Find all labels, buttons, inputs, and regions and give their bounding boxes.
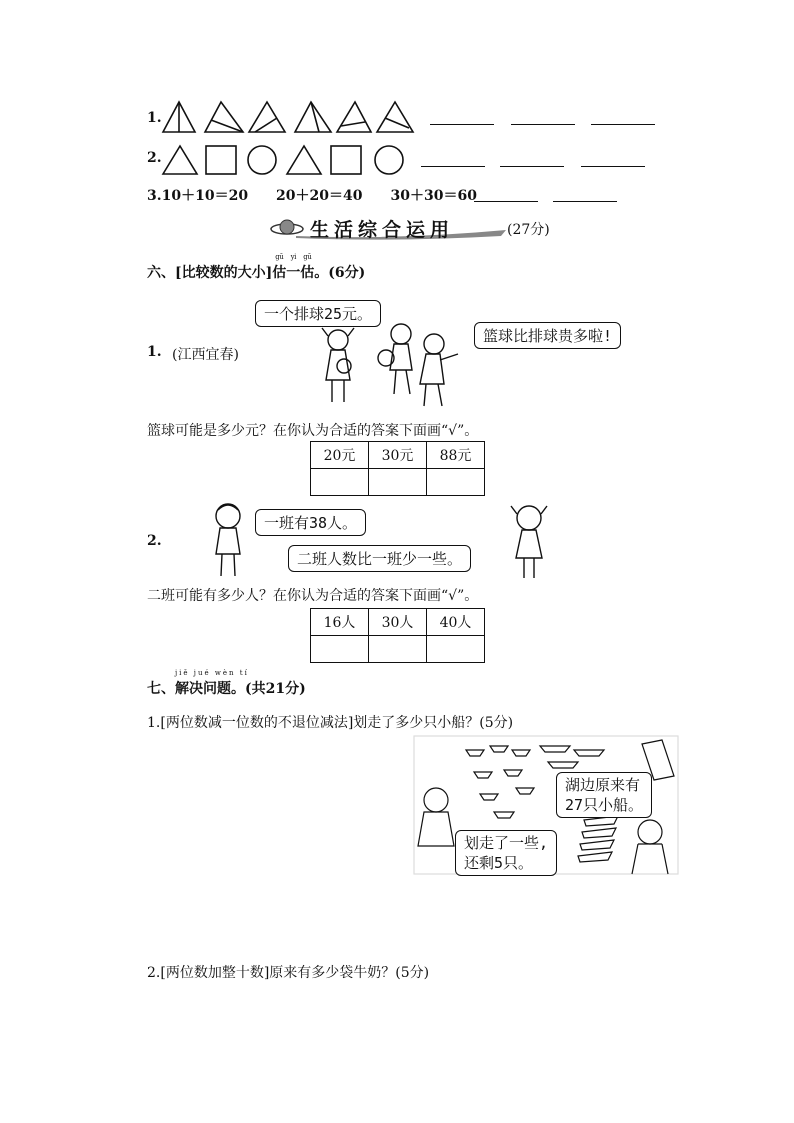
option-answer-cell[interactable] (369, 636, 427, 663)
section7-heading: 七、 jiě jué wèn tí 解决问题。(共21分) (147, 669, 306, 697)
s6-q2-options-table (310, 608, 485, 663)
answer-blank[interactable] (511, 124, 575, 125)
girl-illustration (506, 500, 552, 580)
s6-q2-question: 二班可能有多少人？在你认为合适的答案下面画“√”。 (147, 588, 479, 604)
speech-bubble-class-one: 一班有38人。 (255, 509, 366, 536)
answer-blank[interactable] (581, 166, 645, 167)
s6-q1-source: (江西宜春) (172, 347, 239, 363)
children-with-balls-illustration (316, 318, 466, 410)
option-answer-cell[interactable] (427, 469, 485, 496)
option-label: 30人 (369, 609, 427, 636)
q3-equations: 3.10＋10＝20 20＋20＝40 30＋30＝60 (147, 188, 477, 204)
option-answer-cell[interactable] (311, 469, 369, 496)
option-answer-cell[interactable] (369, 469, 427, 496)
q1-number: 1. (147, 110, 162, 126)
speech-bubble-remaining-boats: 划走了一些, 还剩5只。 (455, 830, 557, 876)
speech-bubble-original-boats: 湖边原来有 27只小船。 (556, 772, 652, 818)
option-answer-cell[interactable] (427, 636, 485, 663)
answer-blank[interactable] (421, 166, 485, 167)
s6-q2-number: 2. (147, 533, 162, 549)
answer-blank[interactable] (591, 124, 655, 125)
answer-blank[interactable] (553, 201, 617, 202)
answer-blank[interactable] (500, 166, 564, 167)
boy-illustration (206, 500, 250, 580)
answer-blank[interactable] (474, 201, 538, 202)
s6-q1-question: 篮球可能是多少元？在你认为合适的答案下面画“√”。 (147, 423, 479, 439)
s7-q2-text: 2.[两位数加整十数]原来有多少袋牛奶？(5分) (147, 965, 430, 981)
speech-bubble-volleyball-price: 一个排球25元。 (255, 300, 381, 327)
speech-bubble-basketball-compare: 篮球比排球贵多啦! (474, 322, 621, 349)
q2-number: 2. (147, 150, 162, 166)
banner-title: 生活综合运用 (310, 219, 455, 241)
answer-blank[interactable] (430, 124, 494, 125)
heading-word-with-pinyin: jiě jué wèn tí 解决问题 (175, 669, 249, 697)
option-label: 88元 (427, 442, 485, 469)
section6-heading: 六、[比较数的大小] gū 估 yi 一 gū 估。(6分) (147, 253, 366, 281)
shape-sequence-row (161, 143, 411, 177)
option-label: 30元 (369, 442, 427, 469)
triangle-pattern-row (161, 100, 421, 136)
option-label: 20元 (311, 442, 369, 469)
s7-q1-text: 1.[两位数减一位数的不退位减法]划走了多少只小船？(5分) (147, 715, 514, 731)
option-label: 40人 (427, 609, 485, 636)
speech-bubble-class-two: 二班人数比一班少一些。 (288, 545, 471, 572)
option-label: 16人 (311, 609, 369, 636)
option-answer-cell[interactable] (311, 636, 369, 663)
banner-score: (27分) (507, 222, 550, 238)
s6-q1-options-table (310, 441, 485, 496)
s6-q1-number: 1. (147, 344, 162, 360)
